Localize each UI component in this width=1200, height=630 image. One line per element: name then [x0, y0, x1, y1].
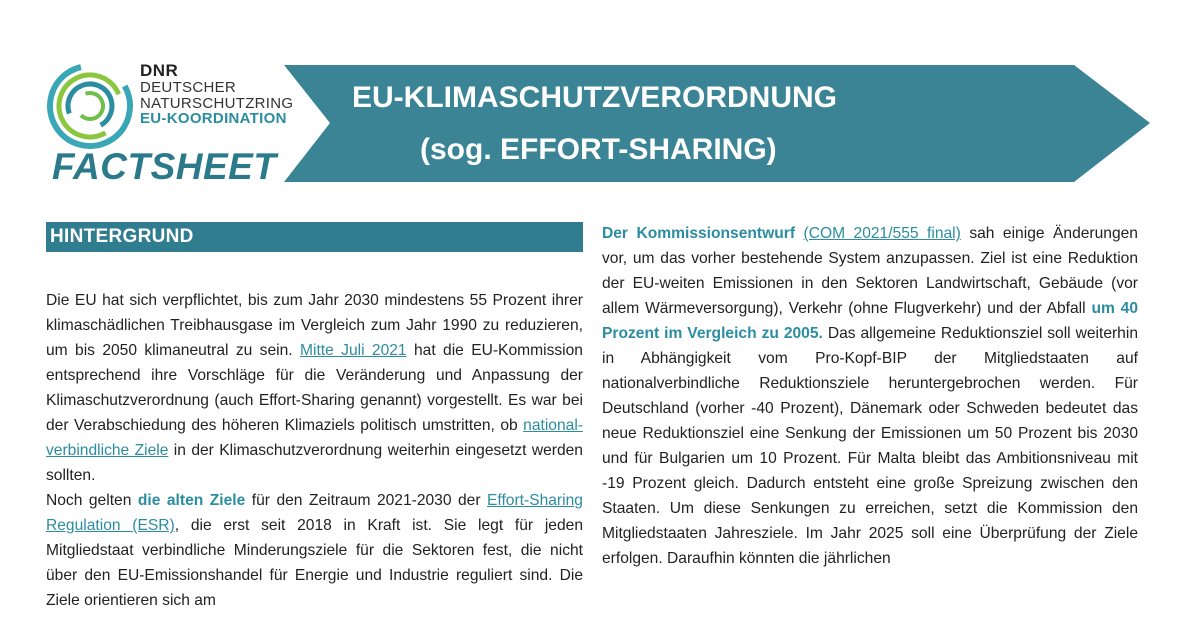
link-mitte-juli-2021[interactable]: Mitte Juli 2021 — [299, 342, 407, 359]
section-heading-hintergrund: HINTERGRUND — [46, 222, 583, 252]
paragraph-1 — [46, 288, 583, 488]
p1-text-b: hat die EU-Kommission entsprechend ihre Vorschläge für die Veränderung und Anpassung der Klimaschutzverordnung (auch Effort-Sharing genannt) vorgestellt. Es war bei der Verabschiedung des höheren Klimaziels politisch umstritten, ob — [46, 342, 583, 434]
dnr-rings-icon — [46, 62, 134, 150]
page-title — [284, 72, 984, 176]
logo-line-3: EU-KOORDINATION — [140, 110, 287, 128]
p2-text-c: , die erst seit 2018 in Kraft ist. Sie legt für jeden Mitgliedstaat verbindliche Minderungsziele für die Sektoren fest, die nicht über den EU-Emissionshandel für Energie und Industrie reguliert sind. Die Ziele orientieren sich am — [46, 517, 583, 609]
p3-highlight-kommissionsentwurf: Der Kommissionsentwurf — [602, 225, 796, 242]
p3-text-b: Das allgemeine Reduktionsziel soll weiterhin in Abhängigkeit vom Pro-Kopf-BIP der Mitgliedstaaten auf nationalverbindliche Reduktionsziele heruntergebrochen werden. Für Deutschland (vorher -40 Prozent), Dänemark oder Schweden bedeutet das neue Reduktionsziel eine Senkung der Emissionen um 50 Prozent bis 2030 und für Bulgarien um 10 Prozent. Für Malta bleibt das Ambitionsniveau mit -19 Prozent gleich. Dadurch entsteht eine große Spreizung zwischen den Staaten. Um diese Senkungen zu erreichen, setzt die Kommission den Mitgliedstaaten Jahresziele. Im Jahr 2025 soll eine Überprüfung der Ziele erfolgen. Daraufhin könnten die jährlichen — [602, 325, 1138, 567]
left-column — [46, 222, 583, 613]
factsheet-label: FACTSHEET — [52, 146, 277, 187]
p3-text-a: sah einige Änderungen vor, um das vorher bestehende System anzupassen. Ziel ist eine Reduktion der EU-weiten Emissionen in den Sektoren Landwirtschaft, Gebäude (vor allem Wärmeversorgung), Verkehr (ohne Flugverkehr) und der Abfall — [602, 225, 1138, 317]
dnr-logo — [44, 58, 304, 188]
link-national-verbindliche-ziele[interactable]: national-verbindliche Ziele — [46, 417, 583, 459]
link-effort-sharing-regulation[interactable]: Effort-Sharing Regulation (ESR) — [46, 492, 583, 534]
p2-text-a: Noch gelten — [46, 492, 132, 509]
title-line-1: EU-KLIMASCHUTZVERORDNUNG — [352, 81, 837, 114]
p1-text-a: Die EU hat sich verpflichtet, bis zum Jahr 2030 mindestens 55 Prozent ihrer klimaschädlichen Treibhausgase im Vergleich zum Jahr 1990 zu reduzieren, um bis 2050 klimaneutral zu sein. — [46, 292, 583, 359]
p1-text-c: in der Klimaschutzverordnung weiterhin eingesetzt werden sollten. — [46, 442, 583, 484]
title-line-2: (sog. EFFORT-SHARING) — [420, 133, 777, 166]
p3-highlight-40-prozent: um 40 Prozent im Vergleich zu 2005. — [602, 300, 1138, 342]
logo-abbr: DNR — [140, 61, 179, 80]
paragraph-2 — [46, 488, 583, 613]
logo-line-1: DEUTSCHER — [140, 78, 237, 96]
p2-text-b: für den Zeitraum 2021-2030 der — [251, 492, 481, 509]
right-column — [602, 221, 1138, 571]
paragraph-3 — [602, 221, 1138, 571]
p2-highlight: die alten Ziele — [137, 492, 246, 509]
logo-line-2: NATURSCHUTZRING — [140, 94, 294, 112]
link-com-2021-555[interactable]: (COM 2021/555 final) — [803, 225, 961, 242]
